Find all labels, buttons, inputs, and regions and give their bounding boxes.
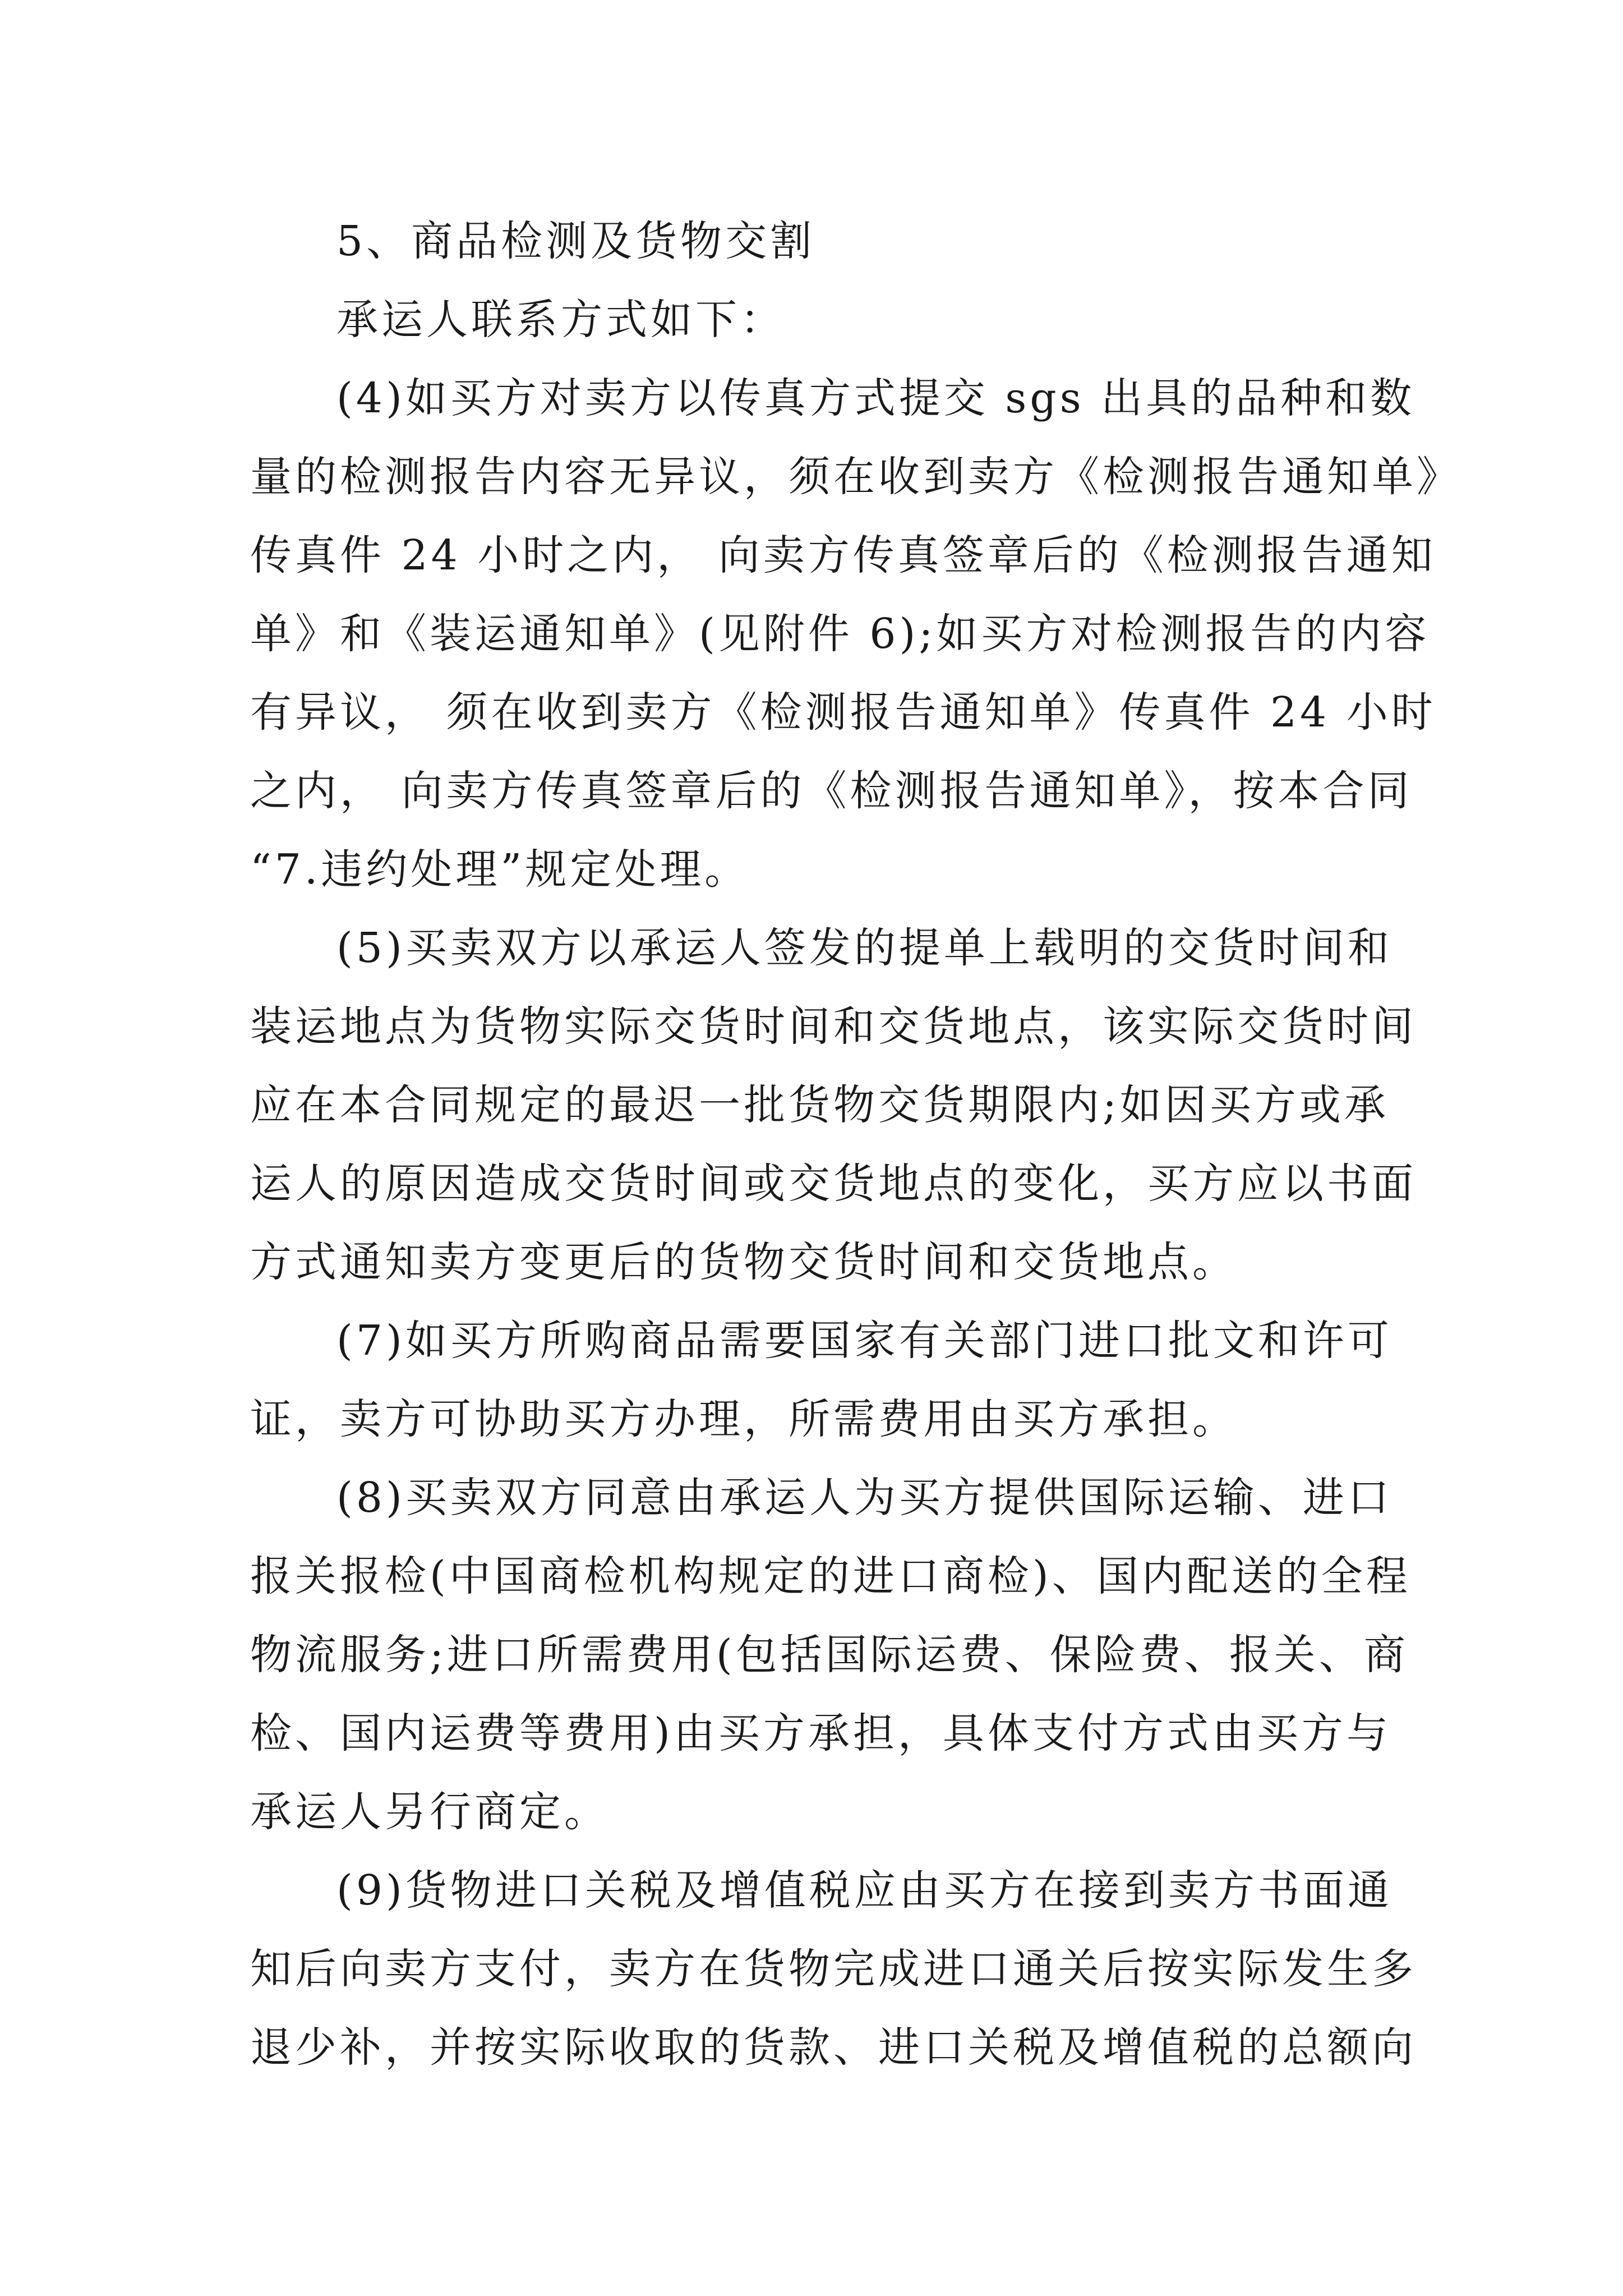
clause-5-text-line: 运人的原因造成交货时间或交货地点的变化，买方应以书面 [250,1159,1417,1208]
clause-5-text-line: 装运地点为货物实际交货时间和交货地点，该实际交货时间 [250,1002,1417,1051]
clause-5-text-line: 应在本合同规定的最迟一批货物交货期限内;如因买方或承 [250,1081,1389,1129]
clause-4-text-line: “7.违约处理”规定处理。 [250,845,750,894]
clause-7-text-line: (7)如买方所购商品需要国家有关部门进口批文和许可 [336,1317,1393,1365]
clause-8-text-line: 承运人另行商定。 [250,1788,609,1836]
clause-4-text-line: (4)如买方对卖方以传真方式提交 sgs 出具的品种和数 [336,374,1415,422]
clause-8-text-line: 物流服务;进口所需费用(包括国际运费、保险费、报关、商 [250,1631,1409,1679]
text-line: 承运人联系方式如下： [336,296,785,344]
clause-9-text-line: (9)货物进口关税及增值税应由买方在接到卖方书面通 [336,1866,1393,1915]
clause-5-text-line: (5)买卖双方以承运人签发的提单上载明的交货时间和 [336,924,1393,972]
clause-8-text-line: 检、国内运费等费用)由买方承担，具体支付方式由买方与 [250,1709,1391,1757]
clause-4-text-line: 之内， 向卖方传真签章后的《检测报告通知单》，按本合同 [250,767,1413,815]
clause-9-text-line: 知后向卖方支付，卖方在货物完成进口通关后按实际发生多 [250,1945,1417,1993]
clause-7-text-line: 证，卖方可协助买方办理，所需费用由买方承担。 [250,1395,1237,1443]
clause-4-text-line: 传真件 24 小时之内， 向卖方传真签章后的《检测报告通知 [250,531,1436,579]
clause-4-text-line: 有异议， 须在收到卖方《检测报告通知单》传真件 24 小时 [250,688,1436,737]
clause-4-text-line: 单》和《装运通知单》(见附件 6);如买方对检测报告的内容 [250,610,1430,658]
section-heading: 5、商品检测及货物交割 [336,217,815,265]
clause-9-text-line: 退少补，并按实际收取的货款、进口关税及增值税的总额向 [250,2023,1417,2072]
clause-5-text-line: 方式通知卖方变更后的货物交货时间和交货地点。 [250,1238,1237,1286]
clause-4-text-line: 量的检测报告内容无异议，须在收到卖方《检测报告通知单》 [250,453,1461,501]
clause-8-text-line: 报关报检(中国商检机构规定的进口商检)、国内配送的全程 [250,1552,1411,1600]
clause-8-text-line: (8)买卖双方同意由承运人为买方提供国际运输、进口 [336,1474,1393,1522]
